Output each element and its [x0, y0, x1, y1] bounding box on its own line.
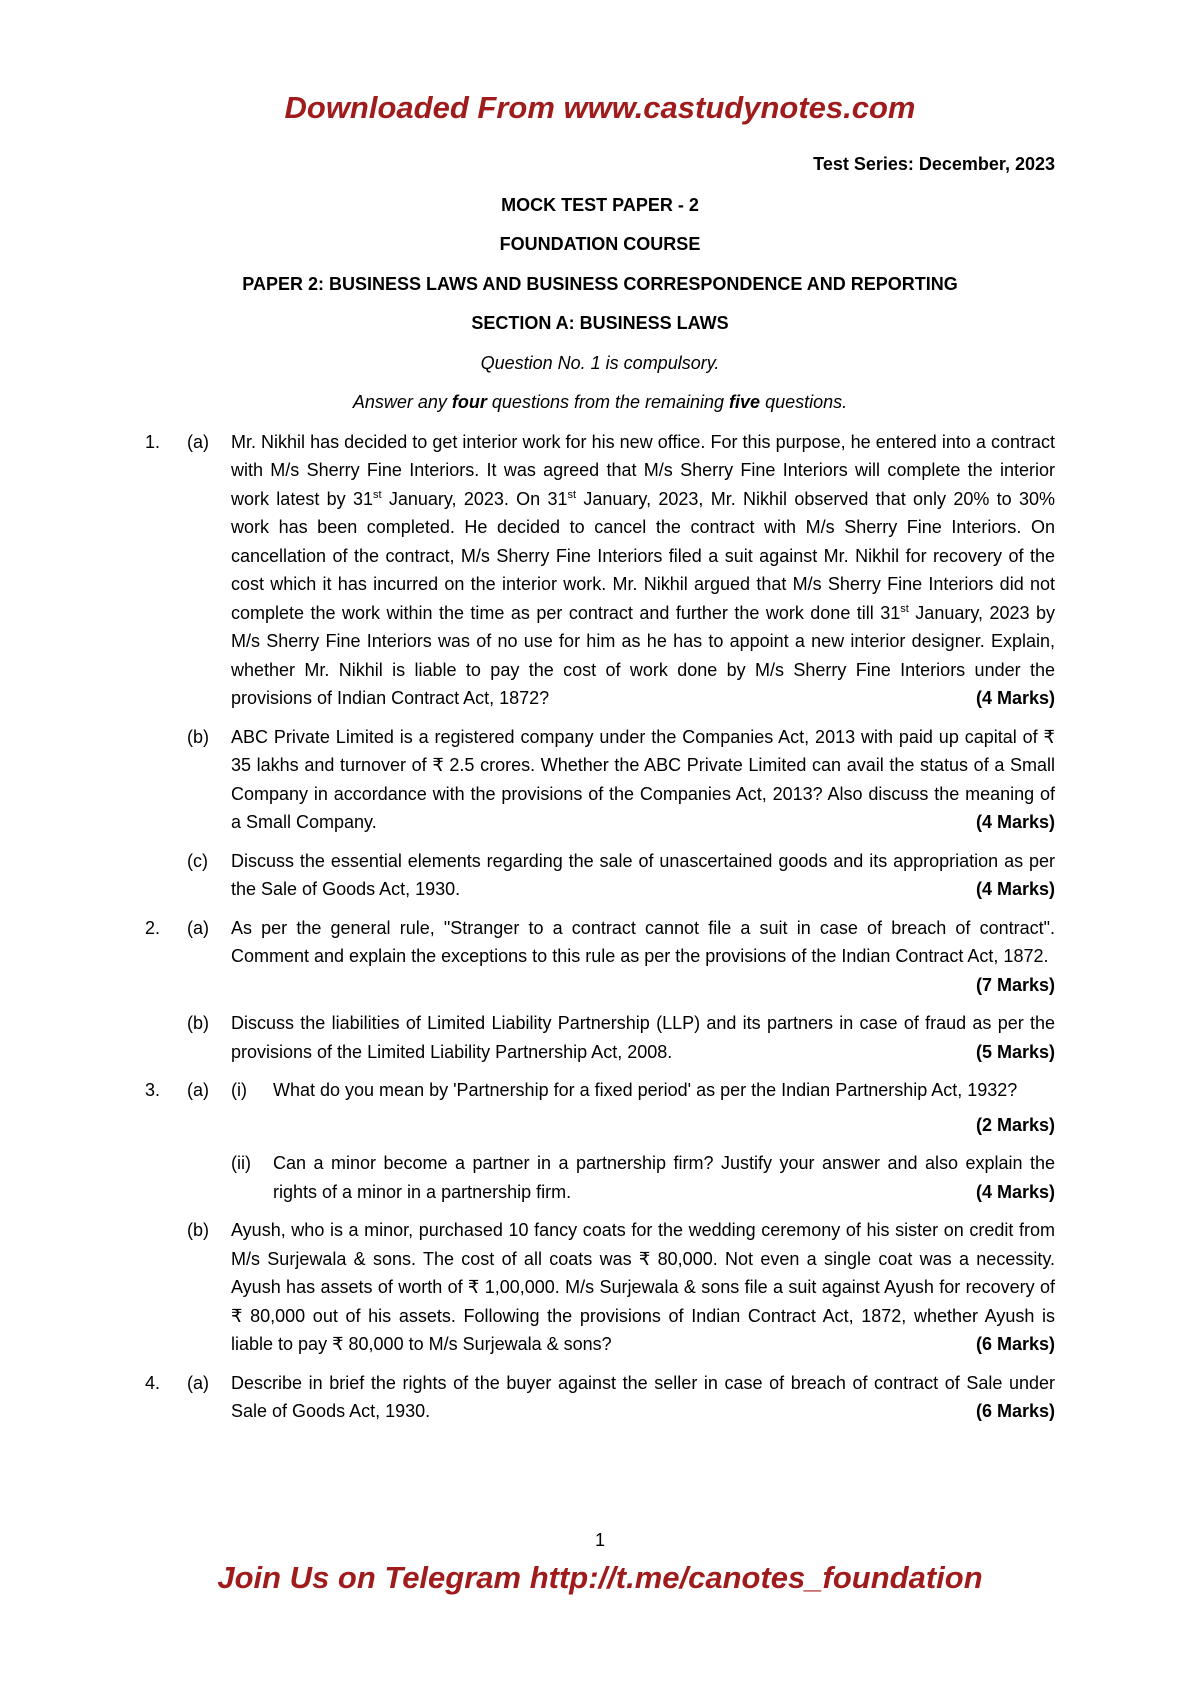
marks: (4 Marks) — [975, 812, 1055, 832]
question-number: 4. — [145, 1372, 161, 1393]
question-3a-i — [145, 1076, 1055, 1105]
sub-label: (b) — [187, 1013, 209, 1033]
question-number: 3. — [145, 1080, 161, 1100]
question-text: Discuss the essential elements regarding the sale of unascertained goods and its appropriation as per the Sale of Goods Act, 1930. (4 Marks) — [231, 847, 1055, 904]
sub-label: (c) — [187, 850, 208, 871]
sub-label: (b) — [187, 1220, 209, 1240]
test-series-label: Test Series: December, 2023 — [813, 154, 1055, 174]
sub-label: (a) — [187, 431, 209, 452]
question-text: Can a minor become a partner in a partnership firm? Justify your answer and also explain the rights of a minor in a partnership firm. (4 Marks) — [273, 1149, 1055, 1206]
exam-page — [145, 150, 1055, 1436]
question-1c — [145, 847, 1055, 904]
question-2b — [145, 1009, 1055, 1066]
question-number: 2. — [145, 917, 161, 938]
question-text: As per the general rule, "Stranger to a contract cannot file a suit in case of breach of contract". Comment and explain the exceptions to this rule as per the provisions of the Indian Contract Act, 1872. (7 Marks) — [231, 914, 1055, 1000]
question-1b — [145, 723, 1055, 837]
marks: (7 Marks) — [975, 974, 1055, 995]
question-2a — [145, 914, 1055, 1000]
question-3b — [145, 1216, 1055, 1359]
section-title: SECTION A: BUSINESS LAWS — [471, 313, 729, 333]
marks: (4 Marks) — [975, 879, 1055, 899]
question-4a — [145, 1369, 1055, 1426]
question-text: ABC Private Limited is a registered company under the Companies Act, 2013 with paid up capital of ₹ 35 lakhs and turnover of ₹ 2.5 crores. Whether the ABC Private Limited can avail the status of a Small Company in accordance with the provisions of the Companies Act, 2013? Also discuss the meaning of a Small Company. (4 Marks) — [231, 723, 1055, 837]
question-3a-ii — [145, 1149, 1055, 1206]
answer-instruction: Answer any four questions from the remaining five questions. — [352, 392, 848, 412]
sub-label: (a) — [187, 917, 209, 938]
marks: (6 Marks) — [975, 1334, 1055, 1354]
question-text: Ayush, who is a minor, purchased 10 fancy coats for the wedding ceremony of his sister on credit from M/s Surjewala & sons. The cost of all coats was ₹ 80,000. Not even a single coat was a necessity. Ayush has assets of worth of ₹ 1,00,000. M/s Surjewala & sons file a suit against Ayush for recovery of ₹ 80,000 out of his assets. Following the provisions of Indian Contract Act, 1872, whether Ayush is liable to pay ₹ 80,000 to M/s Surjewala & sons? (6 Marks) — [231, 1216, 1055, 1359]
sub-sub-label: (i) — [231, 1080, 247, 1100]
download-banner[interactable]: Downloaded From www.castudynotes.com — [284, 90, 916, 125]
question-text: Mr. Nikhil has decided to get interior work for his new office. For this purpose, he entered into a contract with M/s Sherry Fine Interiors. It was agreed that M/s Sherry Fine Interiors will complete the interior work latest by 31st January, 2023. On 31st January, 2023, Mr. Nikhil observed that only 20% to 30% work has been completed. He decided to cancel the contract with M/s Sherry Fine Interiors. On cancellation of the contract, M/s Sherry Fine Interiors filed a suit against Mr. Nikhil for recovery of the cost which it has incurred on the interior work. Mr. Nikhil argued that M/s Sherry Fine Interiors did not complete the work within the time as per contract and further the work done till 31st January, 2023 by M/s Sherry Fine Interiors was of no use for him as he has to appoint a new interior designer. Explain, whether Mr. Nikhil is liable to pay the cost of work done by M/s Sherry Fine Interiors under the provisions of Indian Contract Act, 1872? (4 Marks) — [231, 428, 1055, 713]
marks: (2 Marks) — [975, 1114, 1055, 1135]
question-text: What do you mean by 'Partnership for a fixed period' as per the Indian Partnership Act, 1932? — [273, 1080, 1018, 1100]
sub-sub-label: (ii) — [231, 1153, 251, 1173]
question-text: Describe in brief the rights of the buyer against the seller in case of breach of contract of Sale under Sale of Goods Act, 1930. (6 Marks) — [231, 1369, 1055, 1426]
compulsory-instruction: Question No. 1 is compulsory. — [480, 352, 720, 373]
telegram-banner[interactable]: Join Us on Telegram http://t.me/canotes_foundation — [217, 1560, 983, 1595]
marks: (4 Marks) — [975, 1181, 1055, 1202]
question-1a — [145, 428, 1055, 713]
question-text: Discuss the liabilities of Limited Liability Partnership (LLP) and its partners in case of fraud as per the provisions of the Limited Liability Partnership Act, 2008. (5 Marks) — [231, 1009, 1055, 1066]
course-title: FOUNDATION COURSE — [499, 234, 701, 254]
page-number: 1 — [594, 1530, 605, 1550]
sub-label: (a) — [187, 1372, 209, 1393]
marks: (5 Marks) — [975, 1041, 1055, 1062]
question-number: 1. — [145, 431, 161, 452]
paper-subject: PAPER 2: BUSINESS LAWS AND BUSINESS CORRESPONDENCE AND REPORTING — [242, 273, 958, 294]
marks: (4 Marks) — [975, 688, 1055, 708]
sub-label: (b) — [187, 726, 209, 747]
marks: (6 Marks) — [975, 1401, 1055, 1421]
paper-title: MOCK TEST PAPER - 2 — [501, 194, 699, 215]
sub-label: (a) — [187, 1080, 209, 1100]
